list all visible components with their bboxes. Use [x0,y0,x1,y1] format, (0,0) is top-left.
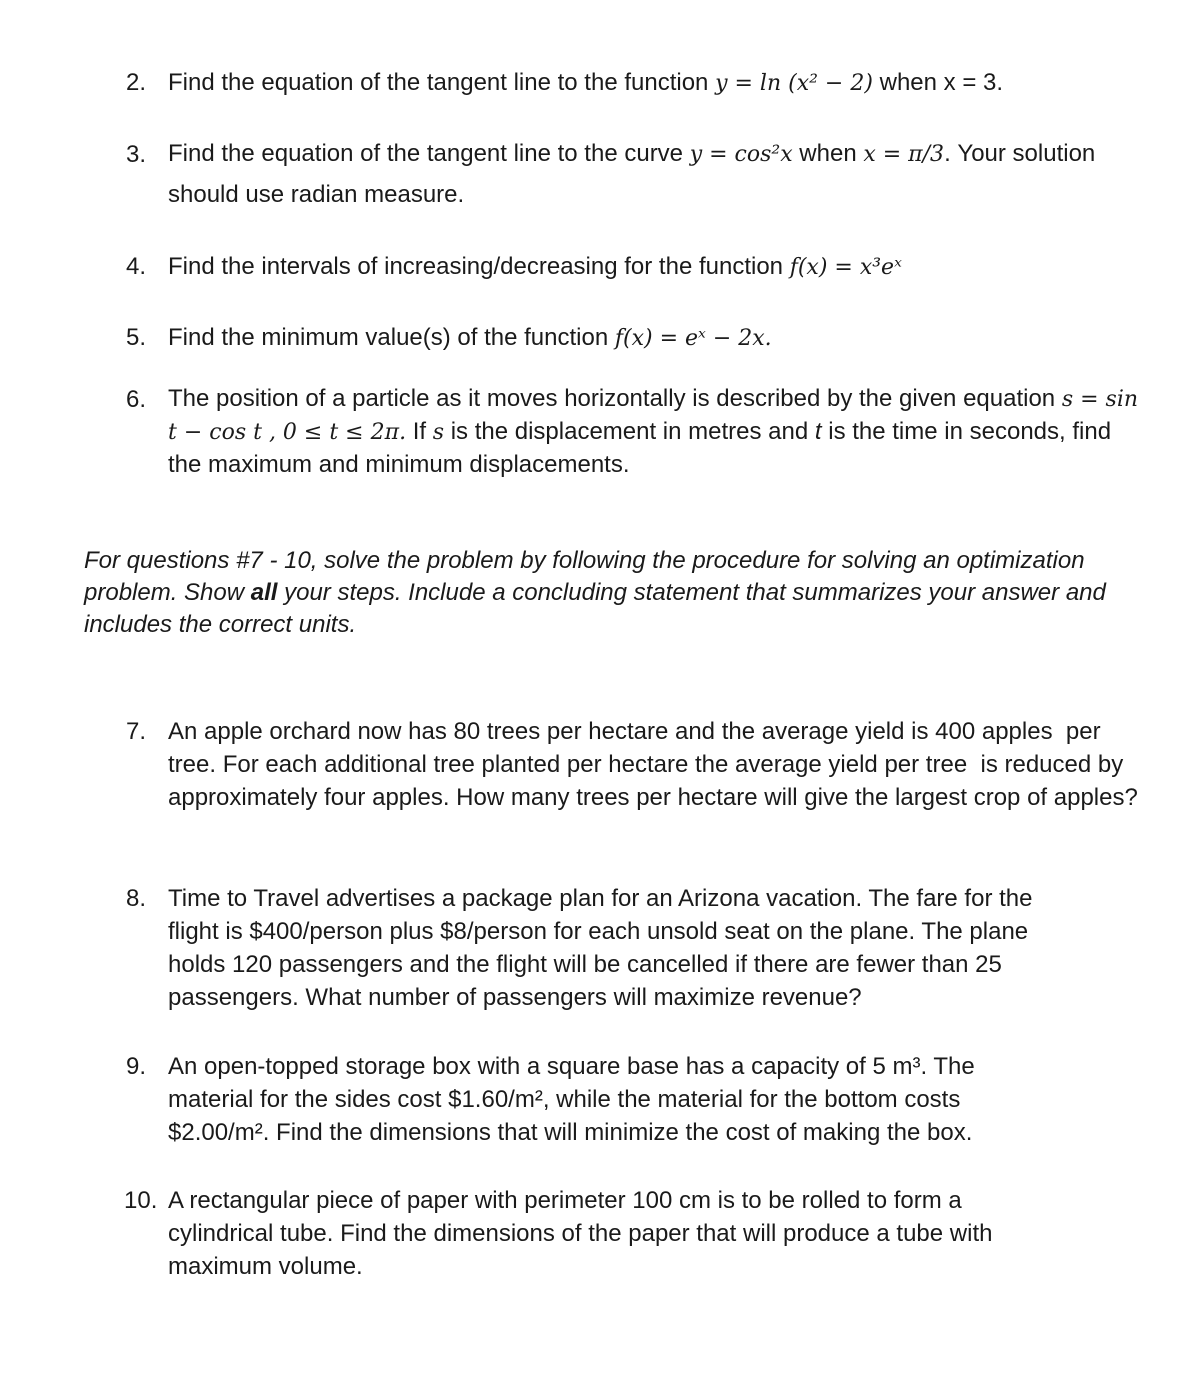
instructions-part2: your steps. Include a concluding statement that summarizes your answer and includes the correct units. [84,579,1106,638]
question-text: An apple orchard now has 80 trees per hectare and the average yield is 400 apples per tree. For each additional tree planted per hectare the average yield per tree is reduced by approximately four apples. How many trees per hectare will give the largest crop of apples? [168,718,1138,811]
question-number: 9. [126,1053,147,1080]
question-number: 7. [126,718,147,745]
question-number: 4. [126,253,147,280]
question-6 [126,383,1144,481]
question-5 [126,321,1144,355]
question-10 [126,1184,1144,1283]
question-2 [126,66,1144,100]
math-expression: y = ln (x² − 2) [715,71,873,96]
variable-t: t [814,418,822,445]
question-text-end: is the time in seconds, find the maximum and minimum displacements. [168,418,1112,478]
math-expression: f(x) = eˣ − 2x. [614,326,772,351]
question-text-end: when x = 3. [872,69,1004,96]
question-text: Find the minimum value(s) of the function [168,324,615,351]
question-text-mid: If [406,418,433,445]
question-text: Find the equation of the tangent line to the curve [168,140,690,167]
math-expression: s = sin t − cos t , 0 ≤ t ≤ 2π. [168,387,1139,445]
question-text: The position of a particle as it moves horizontally is described by the given equation [168,385,1062,412]
question-number: 3. [126,141,147,168]
question-8 [126,882,1144,1014]
question-text-end: . Your solution should use radian measure. [168,140,1096,208]
question-text: Time to Travel advertises a package plan for an Arizona vacation. The fare for the flight is $400/person plus $8/person for each unsold seat on the plane. The plane holds 120 passengers and the flight will be cancelled if there are fewer than 25 passengers. What number of passengers will maximize revenue? [168,885,1033,1011]
question-number: 5. [126,324,147,351]
question-7 [126,715,1144,814]
question-text: An open-topped storage box with a square base has a capacity of 5 m³. The material for the sides cost $1.60/m², while the material for the bottom costs $2.00/m². Find the dimensions that will minimize the cost of making the box. [168,1053,975,1146]
question-4 [126,250,1144,284]
math-expression: f(x) = x³eˣ [789,255,902,280]
question-3 [126,138,1144,215]
instructions-bold: all [250,579,278,606]
instructions-part1: For questions #7 - 10, solve the problem by following the procedure for solving an optimization problem. Show [84,547,1085,606]
math-x-value: x = π/3 [863,142,945,167]
question-number: 2. [126,69,147,96]
math-expression: y = cos²x [689,142,793,167]
question-text-mid: when [792,140,864,167]
question-number: 8. [126,885,147,912]
variable-s: s [432,420,445,445]
question-number: 10. [124,1187,158,1214]
question-text: Find the intervals of increasing/decreasing for the function [168,253,790,280]
question-9 [126,1050,1144,1149]
question-text: Find the equation of the tangent line to the function [168,69,716,96]
question-text-mid2: is the displacement in metres and [444,418,815,445]
optimization-instructions [84,545,1146,641]
question-text: A rectangular piece of paper with perimeter 100 cm is to be rolled to form a cylindrical tube. Find the dimensions of the paper that will produce a tube with maximum volume. [168,1187,993,1280]
question-number: 6. [126,386,147,413]
